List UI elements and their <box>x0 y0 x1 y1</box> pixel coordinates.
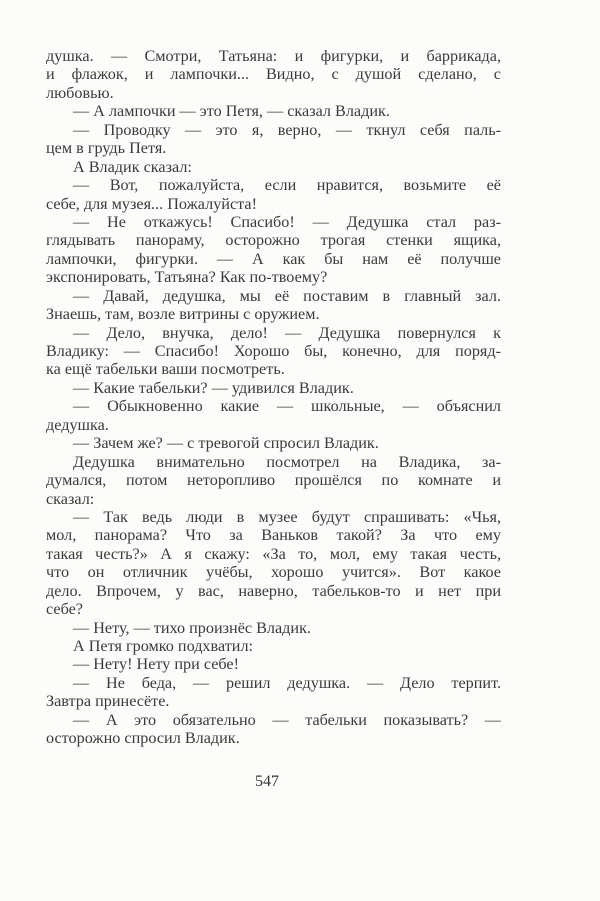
text-line: — Проводку — это я, верно, — ткнул себя паль- <box>73 120 501 139</box>
text-line: дедушка. <box>46 415 109 434</box>
paragraph <box>46 102 501 120</box>
text-line: А Владик сказал: <box>73 157 192 176</box>
paragraph <box>46 453 501 508</box>
text-line: такая честь?» А я скажу: «За то, мол, ему такая честь, <box>46 544 501 563</box>
text-line: Дедушка внимательно посмотрел на Владика, за- <box>73 452 501 471</box>
text-line: — А это обязательно — табельки показывать? — <box>73 710 501 729</box>
paragraph <box>46 287 501 324</box>
text-line: — Так ведь люди в музее будут спрашивать: «Чья, <box>73 507 501 526</box>
text-line: глядывать панораму, осторожно трогая стенки ящика, <box>46 231 501 250</box>
text-line: себе? <box>46 600 83 619</box>
text-line: — Не откажусь! Спасибо! — Дедушка стал раз- <box>73 212 501 231</box>
paragraph <box>46 434 501 452</box>
text-line: сказал: <box>46 489 95 508</box>
text-line: мол, панорама? Что за Ваньков такой? За что ему <box>46 526 501 545</box>
text-line: — Не беда, — решил дедушка. — Дело терпит. <box>73 673 501 692</box>
paragraph <box>46 324 501 379</box>
text-line: думался, потом неторопливо прошёлся по комнате и <box>46 471 501 490</box>
paragraph <box>46 158 501 176</box>
text-line: цем в грудь Петя. <box>46 139 167 158</box>
text-line: — Нету! Нету при себе! <box>73 655 240 674</box>
text-line: и флажок, и лампочки... Видно, с душой сделано, с <box>46 65 501 84</box>
text-line: — Обыкновенно какие — школьные, — объяснил <box>73 397 501 416</box>
paragraph <box>46 508 501 619</box>
text-line: осторожно спросил Владик. <box>46 729 240 748</box>
text-line: — Какие табельки? — удивился Владик. <box>73 378 354 397</box>
paragraph <box>46 213 501 287</box>
paragraph <box>46 379 501 397</box>
text-line: лампочки, фигурки. — А как бы нам её получше <box>46 249 501 268</box>
paragraph <box>46 637 501 655</box>
text-line: что он отличник учёбы, хорошо учится». Вот какое <box>46 563 501 582</box>
text-line: — Нету, — тихо произнёс Владик. <box>73 618 311 637</box>
text-line: Завтра принесёте. <box>46 692 170 711</box>
paragraph <box>46 176 501 213</box>
text-line: — Давай, дедушка, мы её поставим в главный зал. <box>73 286 501 305</box>
text-line: Владику: — Спасибо! Хорошо бы, конечно, для поряд- <box>46 342 501 360</box>
text-line: душка. — Смотри, Татьяна: и фигурки, и баррикада, <box>46 47 501 65</box>
text-line: дело. Впрочем, у вас, наверно, табельков-то и нет при <box>46 581 501 600</box>
text-line: А Петя громко подхватил: <box>73 637 254 655</box>
text-line: себе, для музея... Пожалуйста! <box>46 194 257 213</box>
page-body-text <box>46 47 501 748</box>
text-line: Знаешь, там, возле витрины с оружием. <box>46 305 320 324</box>
paragraph <box>46 47 501 102</box>
text-line: — Зачем же? — с тревогой спросил Владик. <box>73 434 379 453</box>
paragraph <box>46 121 501 158</box>
text-line: любовью. <box>46 83 114 102</box>
text-line: — Дело, внучка, дело! — Дедушка повернулся к <box>73 323 501 342</box>
text-line: — А лампочки — это Петя, — сказал Владик. <box>73 102 390 121</box>
paragraph <box>46 619 501 637</box>
paragraph <box>46 711 501 748</box>
text-line: экспонировать, Татьяна? Как по-твоему? <box>46 268 328 287</box>
paragraph <box>46 397 501 434</box>
page-number: 547 <box>255 773 279 790</box>
paragraph <box>46 674 501 711</box>
text-line: — Вот, пожалуйста, если нравится, возьмите её <box>73 176 501 195</box>
text-line: ка ещё табельки ваши посмотреть. <box>46 360 285 379</box>
paragraph <box>46 655 501 673</box>
